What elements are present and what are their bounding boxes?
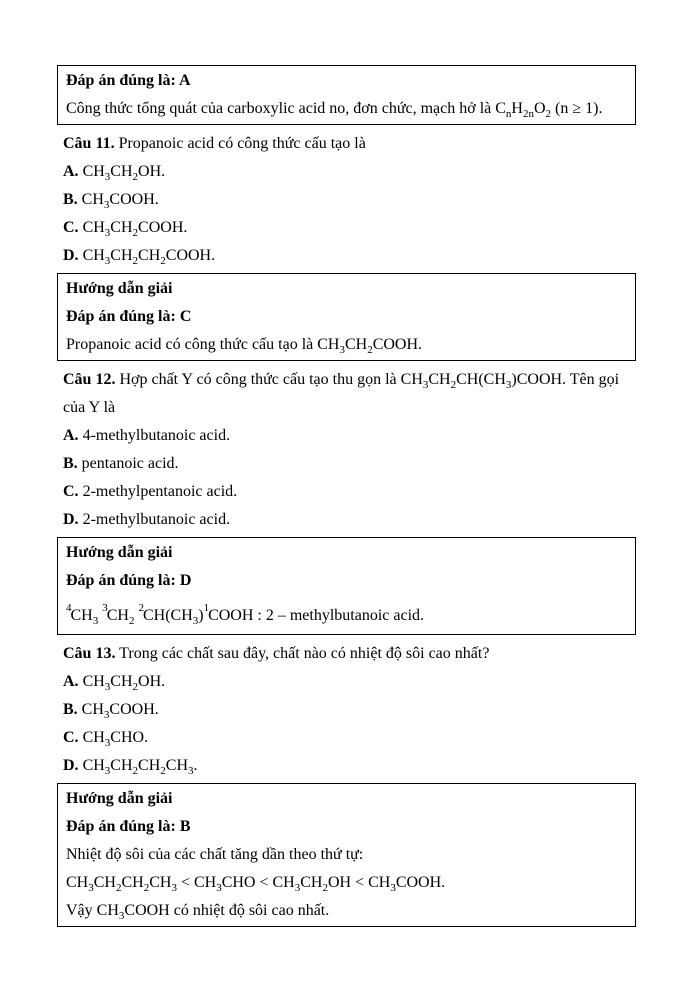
question-13-label: Câu 13. xyxy=(63,645,116,662)
question-12-line xyxy=(63,366,636,422)
question-11-text: Propanoic acid có công thức cấu tạo là xyxy=(118,135,366,152)
solution-title xyxy=(66,539,627,567)
q12-option-b xyxy=(63,450,636,478)
option-text: pentanoic acid. xyxy=(81,455,179,472)
solution-body: Propanoic acid có công thức cấu tạo là $CH_3CH_2COOH$. xyxy=(66,336,423,357)
option-key: B. xyxy=(63,191,78,208)
q13-option-a xyxy=(63,668,636,696)
option-key: A. xyxy=(63,427,79,444)
option-text: $CH_3CH_2CH_2COOH$. xyxy=(82,247,216,268)
solution-box-previous xyxy=(57,65,636,125)
q11-option-a xyxy=(63,158,636,186)
option-text: 4-methylbutanoic acid. xyxy=(82,427,231,444)
option-text: $CH_3CHO$. xyxy=(82,729,149,750)
option-key: D. xyxy=(63,757,79,774)
solution-formula: $^4CH_3$ $^3CH_2$ $^2CH(CH_3)^1COOH$ : 2 – methylbutanoic acid. xyxy=(66,602,425,628)
solution-box-q11 xyxy=(57,273,636,361)
option-text: $CH_3CH_2OH$. xyxy=(82,163,166,184)
document-page xyxy=(57,65,636,932)
solution-comparison: $CH_3CH_2CH_2CH_3 < CH_3CHO < CH_3CH_2OH$ < $CH_3COOH$. xyxy=(66,874,446,895)
question-13-line xyxy=(63,640,636,668)
option-key: C. xyxy=(63,483,79,500)
option-key: A. xyxy=(63,163,79,180)
option-text: $CH_3CH_2CH_2CH_3$. xyxy=(82,757,198,778)
option-key: B. xyxy=(63,455,78,472)
correct-answer-line xyxy=(66,813,627,841)
correct-answer-text: Đáp án đúng là: B xyxy=(66,818,191,835)
q12-option-a xyxy=(63,422,636,450)
q12-option-c xyxy=(63,478,636,506)
q13-option-b xyxy=(63,696,636,724)
option-key: C. xyxy=(63,219,79,236)
solution-box-q13 xyxy=(57,783,636,927)
option-key: D. xyxy=(63,247,79,264)
option-key: C. xyxy=(63,729,79,746)
question-11-block xyxy=(57,130,636,270)
correct-answer-line xyxy=(66,303,627,331)
correct-answer-line xyxy=(66,67,627,95)
question-12-block xyxy=(57,366,636,534)
solution-body: Công thức tổng quát của carboxylic acid no, đơn chức, mạch hở là $C_nH_{2n}O_2$ (n ≥ 1). xyxy=(66,100,603,121)
option-text: $CH_3COOH$. xyxy=(81,191,159,212)
solution-title-text: Hướng dẫn giải xyxy=(66,790,173,807)
option-key: A. xyxy=(63,673,79,690)
solution-body: Nhiệt độ sôi của các chất tăng dần theo thứ tự: xyxy=(66,846,364,863)
correct-answer-line xyxy=(66,567,627,595)
question-11-label: Câu 11. xyxy=(63,135,115,152)
q12-option-d xyxy=(63,506,636,534)
solution-title-text: Hướng dẫn giải xyxy=(66,544,173,561)
q11-option-c xyxy=(63,214,636,242)
q11-option-d xyxy=(63,242,636,270)
option-key: B. xyxy=(63,701,78,718)
question-12-label: Câu 12. xyxy=(63,371,116,388)
correct-answer-text: Đáp án đúng là: A xyxy=(66,72,191,89)
q13-option-c xyxy=(63,724,636,752)
question-12-text: Hợp chất Y có công thức cấu tạo thu gọn là $CH_3CH_2CH(CH_3)COOH$. Tên gọi của Y là xyxy=(63,371,620,416)
question-11-line xyxy=(63,130,636,158)
q11-option-b xyxy=(63,186,636,214)
solution-title-text: Hướng dẫn giải xyxy=(66,280,173,297)
option-text: $CH_3CH_2OH$. xyxy=(82,673,166,694)
correct-answer-text: Đáp án đúng là: D xyxy=(66,572,192,589)
option-key: D. xyxy=(63,511,79,528)
option-text: $CH_3CH_2COOH$. xyxy=(82,219,188,240)
q13-option-d xyxy=(63,752,636,780)
correct-answer-text: Đáp án đúng là: C xyxy=(66,308,192,325)
solution-title xyxy=(66,785,627,813)
option-text: $CH_3COOH$. xyxy=(81,701,159,722)
question-13-block xyxy=(57,640,636,780)
option-text: 2-methylpentanoic acid. xyxy=(82,483,238,500)
solution-conclusion: Vậy $CH_3COOH$ có nhiệt độ sôi cao nhất. xyxy=(66,902,330,923)
question-13-text: Trong các chất sau đây, chất nào có nhiệt độ sôi cao nhất? xyxy=(119,645,490,662)
solution-box-q12 xyxy=(57,537,636,635)
solution-title xyxy=(66,275,627,303)
option-text: 2-methylbutanoic acid. xyxy=(82,511,231,528)
